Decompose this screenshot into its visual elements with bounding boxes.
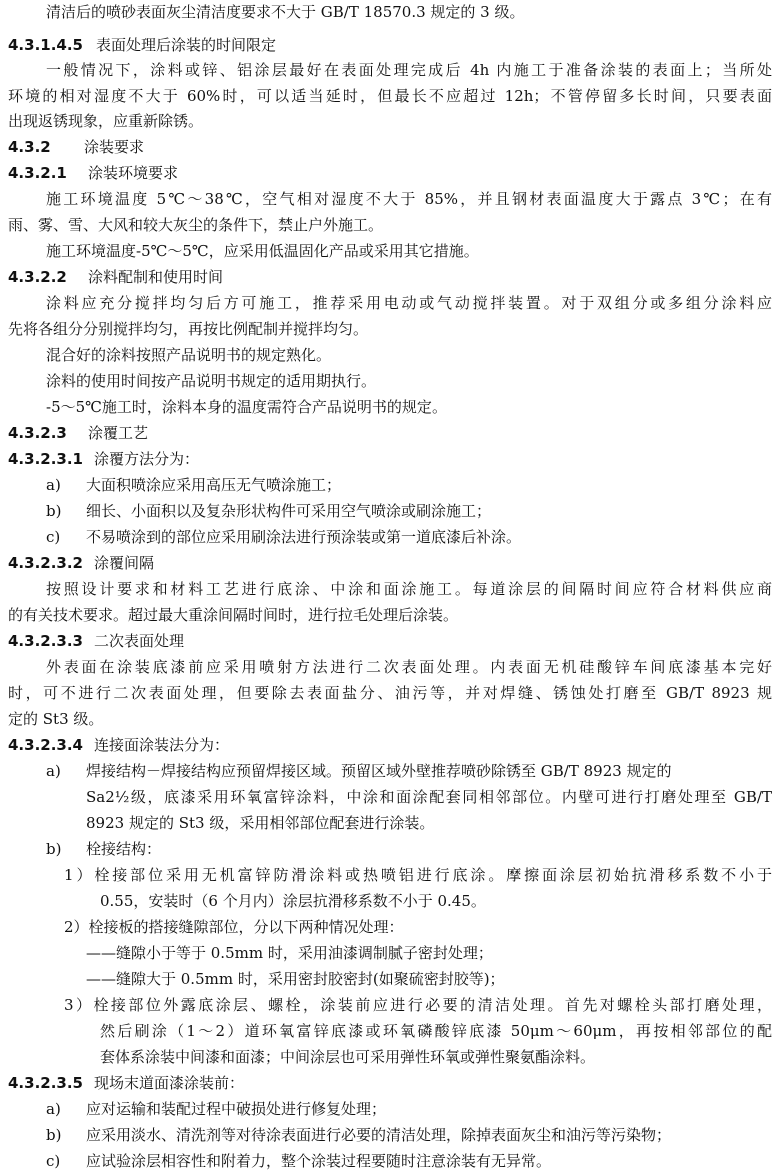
list-item <box>46 837 780 861</box>
list-item <box>46 759 772 783</box>
section-title: 涂装要求 <box>84 138 145 156</box>
list-item <box>46 473 780 497</box>
list-item-text: 大面积喷涂应采用高压无气喷涂施工； <box>86 476 342 494</box>
list-item <box>46 1097 780 1121</box>
paragraph-line: 外表面在涂装底漆前应采用喷射方法进行二次表面处理。内表面无机硅酸锌车间底漆基本完好 <box>46 658 772 676</box>
list-marker: b) <box>46 1126 62 1144</box>
paragraph-line: 混合好的涂料按照产品说明书的规定熟化。 <box>46 346 332 364</box>
paragraph-line: 先将各组分分别搅拌均匀，再按比例配制并搅拌均匀。 <box>8 320 369 338</box>
paragraph-line: 施工环境温度-5℃～5℃，应采用低温固化产品或采用其它措施。 <box>46 242 479 260</box>
section-title: 涂覆间隔 <box>94 554 155 572</box>
sub-item-line: 然后刷涂（1～2）道环氧富锌底漆或环氧磷酸锌底漆 50μm～60μm，再按相邻部位的配 <box>100 1022 772 1040</box>
section-number: 4.3.2.3.2 <box>8 554 83 572</box>
list-marker: b) <box>46 502 62 520</box>
section-number: 4.3.2.3.4 <box>8 736 83 754</box>
section-title: 涂料配制和使用时间 <box>88 268 224 286</box>
paragraph-line: 出现返锈现象，应重新除锈。 <box>8 112 204 130</box>
section-number: 4.3.2.3 <box>8 424 67 442</box>
list-marker: c) <box>46 1152 61 1170</box>
section-title: 连接面涂装法分为： <box>94 736 230 754</box>
paragraph-line: 涂料应充分搅拌均匀后方可施工，推荐采用电动或气动搅拌装置。对于双组分或多组分涂料应 <box>46 294 772 312</box>
list-item-text: 栓接结构： <box>86 840 162 858</box>
list-item-text: 焊接结构－焊接结构应预留焊接区域。预留区域外壁推荐喷砂除锈至 GB/T 8923 规定的 <box>86 762 672 780</box>
section-title: 涂装环境要求 <box>88 164 179 182</box>
section-title: 涂覆方法分为： <box>94 450 200 468</box>
paragraph-line: 定的 St3 级。 <box>8 710 104 728</box>
list-marker: c) <box>46 528 61 546</box>
list-item-text: 细长、小面积以及复杂形状构件可采用空气喷涂或刷涂施工； <box>86 502 492 520</box>
list-marker: a) <box>46 1100 61 1118</box>
section-number: 4.3.2.1 <box>8 164 67 182</box>
paragraph-line: 8923 规定的 St3 级，采用相邻部位配套进行涂装。 <box>86 814 435 832</box>
section-heading <box>8 629 780 653</box>
dash-item-line: ——缝隙大于 0.5mm 时，采用密封胶密封(如聚硫密封胶等)； <box>86 970 505 988</box>
section-heading <box>8 33 780 57</box>
list-marker: a) <box>46 476 61 494</box>
section-heading <box>8 161 780 185</box>
sub-item-line: 套体系涂装中间漆和面漆；中间涂层也可采用弹性环氧或弹性聚氨酯涂料。 <box>100 1048 596 1066</box>
list-item-text: 应采用淡水、清洗剂等对待涂表面进行必要的清洁处理，除掉表面灰尘和油污等污染物； <box>86 1126 672 1144</box>
list-item-text: 应对运输和装配过程中破损处进行修复处理； <box>86 1100 387 1118</box>
sub-item-line: 0.55，安装时（6 个月内）涂层抗滑移系数不小于 0.45。 <box>100 892 486 910</box>
section-heading <box>8 1071 780 1095</box>
section-title: 表面处理后涂装的时间限定 <box>96 36 277 54</box>
list-item-text: 应试验涂层相容性和附着力，整个涂装过程要随时注意涂装有无异常。 <box>86 1152 552 1170</box>
list-item <box>46 1149 780 1173</box>
paragraph-line: 环境的相对湿度不大于 60%时，可以适当延时，但最长不应超过 12h；不管停留多长时间，只要表面 <box>8 87 772 105</box>
paragraph-line: Sa2½级，底漆采用环氧富锌涂料，中涂和面涂配套同相邻部位。内壁可进行打磨处理至 GB/T <box>86 788 772 806</box>
paragraph-line: 时，可不进行二次表面处理，但要除去表面盐分、油污等，并对焊缝、锈蚀处打磨至 GB/T 8923 规 <box>8 684 772 702</box>
section-number: 4.3.1.4.5 <box>8 36 83 54</box>
sub-item-line: 2）栓接板的搭接缝隙部位，分以下两种情况处理： <box>64 918 404 936</box>
section-heading <box>8 135 780 159</box>
section-title: 涂覆工艺 <box>88 424 149 442</box>
paragraph-line: 清洁后的喷砂表面灰尘清洁度要求不大于 GB/T 18570.3 规定的 3 级。 <box>46 3 525 21</box>
sub-item-line: 3）栓接部位外露底涂层、螺栓，涂装前应进行必要的清洁处理。首先对螺栓头部打磨处理， <box>64 996 772 1014</box>
paragraph-line: 施工环境温度 5℃～38℃，空气相对湿度不大于 85%，并且钢材表面温度大于露点 3℃；在有 <box>46 190 772 208</box>
section-title: 现场末道面漆涂装前： <box>94 1074 245 1092</box>
section-heading <box>8 733 780 757</box>
dash-item-line: ——缝隙小于等于 0.5mm 时，采用油漆调制腻子密封处理； <box>86 944 493 962</box>
section-number: 4.3.2.3.1 <box>8 450 83 468</box>
paragraph-line: 雨、雾、雪、大风和较大灰尘的条件下，禁止户外施工。 <box>8 216 384 234</box>
paragraph-line: 涂料的使用时间按产品说明书规定的适用期执行。 <box>46 372 377 390</box>
paragraph-line: 的有关技术要求。超过最大重涂间隔时间时，进行拉毛处理后涂装。 <box>8 606 459 624</box>
section-heading <box>8 447 780 471</box>
section-number: 4.3.2.3.3 <box>8 632 83 650</box>
section-heading <box>8 551 780 575</box>
section-title: 二次表面处理 <box>94 632 185 650</box>
paragraph-line: -5～5℃施工时，涂料本身的温度需符合产品说明书的规定。 <box>46 398 447 416</box>
section-heading <box>8 265 780 289</box>
list-marker: a) <box>46 762 61 780</box>
paragraph-line: 一般情况下，涂料或锌、铝涂层最好在表面处理完成后 4h 内施工于准备涂装的表面上；当所处 <box>46 61 772 79</box>
list-item <box>46 1123 780 1147</box>
list-item-text: 不易喷涂到的部位应采用刷涂法进行预涂装或第一道底漆后补涂。 <box>86 528 522 546</box>
list-item <box>46 525 780 549</box>
paragraph-line: 按照设计要求和材料工艺进行底涂、中涂和面涂施工。每道涂层的间隔时间应符合材料供应商 <box>46 580 772 598</box>
list-item <box>46 499 780 523</box>
list-marker: b) <box>46 840 62 858</box>
section-number: 4.3.2 <box>8 138 51 156</box>
sub-item-line: 1）栓接部位采用无机富锌防滑涂料或热喷铝进行底涂。摩擦面涂层初始抗滑移系数不小于 <box>64 866 772 884</box>
section-number: 4.3.2.2 <box>8 268 67 286</box>
section-heading <box>8 421 780 445</box>
section-number: 4.3.2.3.5 <box>8 1074 83 1092</box>
